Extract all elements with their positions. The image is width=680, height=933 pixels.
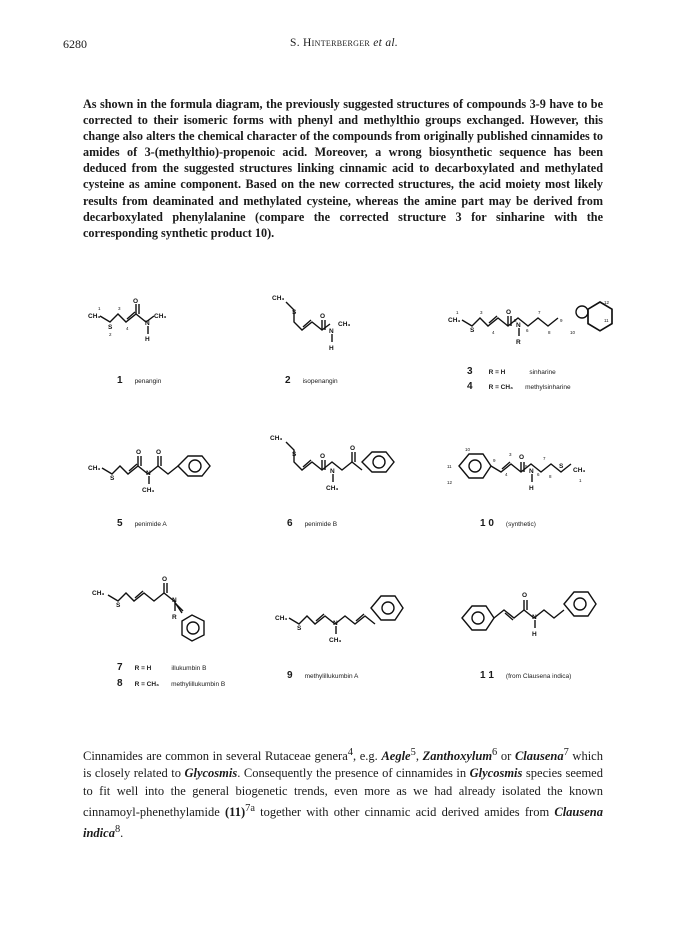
compound-name: illukumbin B	[171, 665, 207, 672]
structure-9	[275, 588, 435, 648]
svg-text:N: N	[516, 322, 521, 329]
svg-text:CH₃: CH₃	[338, 321, 351, 328]
r-group: R = H	[134, 665, 152, 672]
svg-text:R: R	[516, 339, 521, 346]
page-number: 6280	[63, 37, 87, 51]
structure-6	[268, 432, 418, 502]
svg-text:1: 1	[456, 310, 459, 315]
svg-text:CH₃: CH₃	[326, 485, 339, 492]
svg-text:S: S	[116, 602, 121, 609]
caption-10	[480, 513, 536, 531]
svg-text:6: 6	[537, 472, 540, 477]
svg-text:9: 9	[493, 458, 496, 463]
svg-text:10: 10	[465, 447, 471, 452]
svg-text:O: O	[320, 313, 326, 320]
svg-text:CH₃: CH₃	[448, 317, 461, 324]
compound-number: 5	[117, 518, 123, 529]
svg-text:3: 3	[509, 452, 512, 457]
svg-text:N: N	[330, 468, 335, 475]
svg-text:CH₃: CH₃	[154, 313, 167, 320]
svg-text:N: N	[529, 468, 534, 475]
svg-text:3: 3	[118, 306, 121, 311]
svg-text:N: N	[172, 597, 177, 604]
compound-number: 3	[467, 366, 473, 377]
svg-text:S: S	[292, 451, 297, 458]
svg-text:H: H	[532, 631, 537, 638]
body-paragraph-1: As shown in the formula diagram, the previously suggested structures of compounds 3-9 have to be corrected to their isomeric forms with phenyl and methylthio groups exchanged. However, this change also alters the chemical character of the compounds from originally published cinnamides to amides of 3-(methylthio)-propenoic acid. Moreover, a wrong biosynthetic sequence has been deduced from the suggested structures linking cinnamic acid to decarboxylated and methylated cysteine as amine component. Based on the new corrected structures, the acid moiety most likely results from deaminated and methylated cysteine, whereas the amine part may be derived from decarboxylated phenylalanine (compare the corrected structure 3 for sinharine with the corresponding synthetic product 10).	[83, 97, 603, 240]
svg-text:N: N	[532, 614, 537, 621]
svg-text:H: H	[529, 485, 534, 492]
svg-text:O: O	[506, 309, 512, 316]
svg-text:CH₃: CH₃	[270, 435, 283, 442]
compound-name: penimide B	[304, 521, 338, 528]
svg-text:CH₃: CH₃	[88, 313, 101, 320]
svg-text:O: O	[136, 449, 142, 456]
svg-text:CH₃: CH₃	[573, 467, 586, 474]
svg-text:4: 4	[492, 330, 495, 335]
running-head	[290, 37, 398, 49]
svg-text:O: O	[350, 445, 356, 452]
svg-text:CH₃: CH₃	[92, 590, 105, 597]
r-group: R = H	[488, 369, 506, 376]
svg-text:S: S	[108, 324, 113, 331]
svg-text:5: 5	[525, 464, 528, 469]
compound-name: methylillukumbin B	[171, 681, 226, 688]
compound-name: isopenangin	[302, 378, 338, 385]
r-group: R = CH₃	[134, 681, 160, 688]
structure-7-8	[92, 575, 232, 655]
structure-11	[452, 578, 622, 648]
caption-11	[480, 665, 571, 683]
svg-text:7: 7	[543, 456, 546, 461]
compound-name: penangin	[134, 378, 162, 385]
structure-3-4	[448, 282, 618, 352]
svg-text:12: 12	[447, 480, 453, 485]
svg-text:N: N	[333, 620, 338, 627]
svg-text:5: 5	[514, 318, 517, 323]
compound-number: 2	[285, 375, 291, 386]
svg-text:O: O	[133, 298, 139, 305]
svg-text:8: 8	[549, 474, 552, 479]
compound-number: 4	[467, 381, 473, 392]
svg-text:10: 10	[570, 330, 576, 335]
svg-text:9: 9	[560, 318, 563, 323]
structure-10	[445, 440, 615, 500]
structure-1	[88, 298, 198, 358]
svg-text:N: N	[146, 470, 151, 477]
svg-text:S: S	[110, 475, 115, 482]
compound-name: methylsinharine	[525, 384, 571, 391]
svg-text:CH₃: CH₃	[88, 465, 101, 472]
compound-number: 7	[117, 662, 123, 673]
compound-number: 1 1	[480, 670, 494, 681]
svg-text:O: O	[156, 449, 162, 456]
running-head-suffix: et al.	[373, 37, 399, 49]
svg-text:S: S	[292, 309, 297, 316]
compound-number: 6	[287, 518, 293, 529]
compound-name: sinharine	[529, 369, 556, 376]
compound-name: (from Clausena indica)	[505, 673, 572, 680]
svg-text:8: 8	[548, 330, 551, 335]
svg-text:O: O	[162, 576, 168, 583]
caption-1	[117, 370, 161, 388]
svg-text:CH₃: CH₃	[142, 487, 155, 494]
svg-text:N: N	[145, 320, 150, 327]
body-paragraph-2: Cinnamides are common in several Rutaceae genera$^4$, e.g. Aegle$^5$, Zanthoxylum$^6$ or Clausena$^7$ which is closely related to Glycosmis. Consequently the presence of cinnamides in Glycosmis species seemed to fit well into the general biogenetic trends, even more as we had already isolated the known cinnamoyl-phenethylamide $(11)^{7a}$ together with other cinnamic acid derived amides from Clausena indica$^8$.	[83, 747, 604, 841]
svg-text:7: 7	[538, 310, 541, 315]
svg-text:11: 11	[604, 318, 609, 323]
svg-text:S: S	[297, 625, 302, 632]
svg-text:R: R	[172, 614, 177, 621]
svg-text:3: 3	[480, 310, 483, 315]
svg-text:O: O	[522, 592, 528, 599]
svg-text:12: 12	[604, 300, 610, 305]
caption-6	[287, 513, 337, 531]
compound-name: methylillukumbin A	[304, 673, 359, 680]
svg-text:CH₃: CH₃	[272, 295, 285, 302]
svg-text:1: 1	[579, 478, 582, 483]
caption-4	[467, 376, 571, 394]
svg-text:S: S	[559, 463, 564, 470]
compound-name: penimide A	[134, 521, 167, 528]
caption-9	[287, 665, 358, 683]
svg-text:6: 6	[526, 328, 529, 333]
svg-text:4: 4	[505, 472, 508, 477]
svg-text:O: O	[519, 454, 525, 461]
svg-text:2: 2	[109, 332, 112, 337]
svg-text:11: 11	[447, 464, 452, 469]
svg-text:1: 1	[98, 306, 101, 311]
svg-text:4: 4	[126, 326, 129, 331]
caption-5	[117, 513, 167, 531]
running-head-author: S. Hinterberger	[290, 37, 371, 49]
compound-number: 1 0	[480, 518, 494, 529]
structure-2	[272, 290, 382, 360]
svg-text:CH₃: CH₃	[275, 615, 288, 622]
svg-text:N: N	[329, 328, 334, 335]
caption-8	[117, 673, 225, 691]
svg-text:S: S	[470, 327, 475, 334]
svg-text:H: H	[145, 336, 150, 343]
compound-number: 8	[117, 678, 123, 689]
structure-5	[88, 440, 238, 500]
compound-number: 1	[117, 375, 123, 386]
compound-number: 9	[287, 670, 293, 681]
compound-name: (synthetic)	[505, 521, 536, 528]
caption-2	[285, 370, 338, 388]
svg-text:H: H	[329, 345, 334, 352]
r-group: R = CH₃	[488, 384, 514, 391]
svg-text:O: O	[320, 453, 326, 460]
svg-text:CH₃: CH₃	[329, 637, 342, 644]
